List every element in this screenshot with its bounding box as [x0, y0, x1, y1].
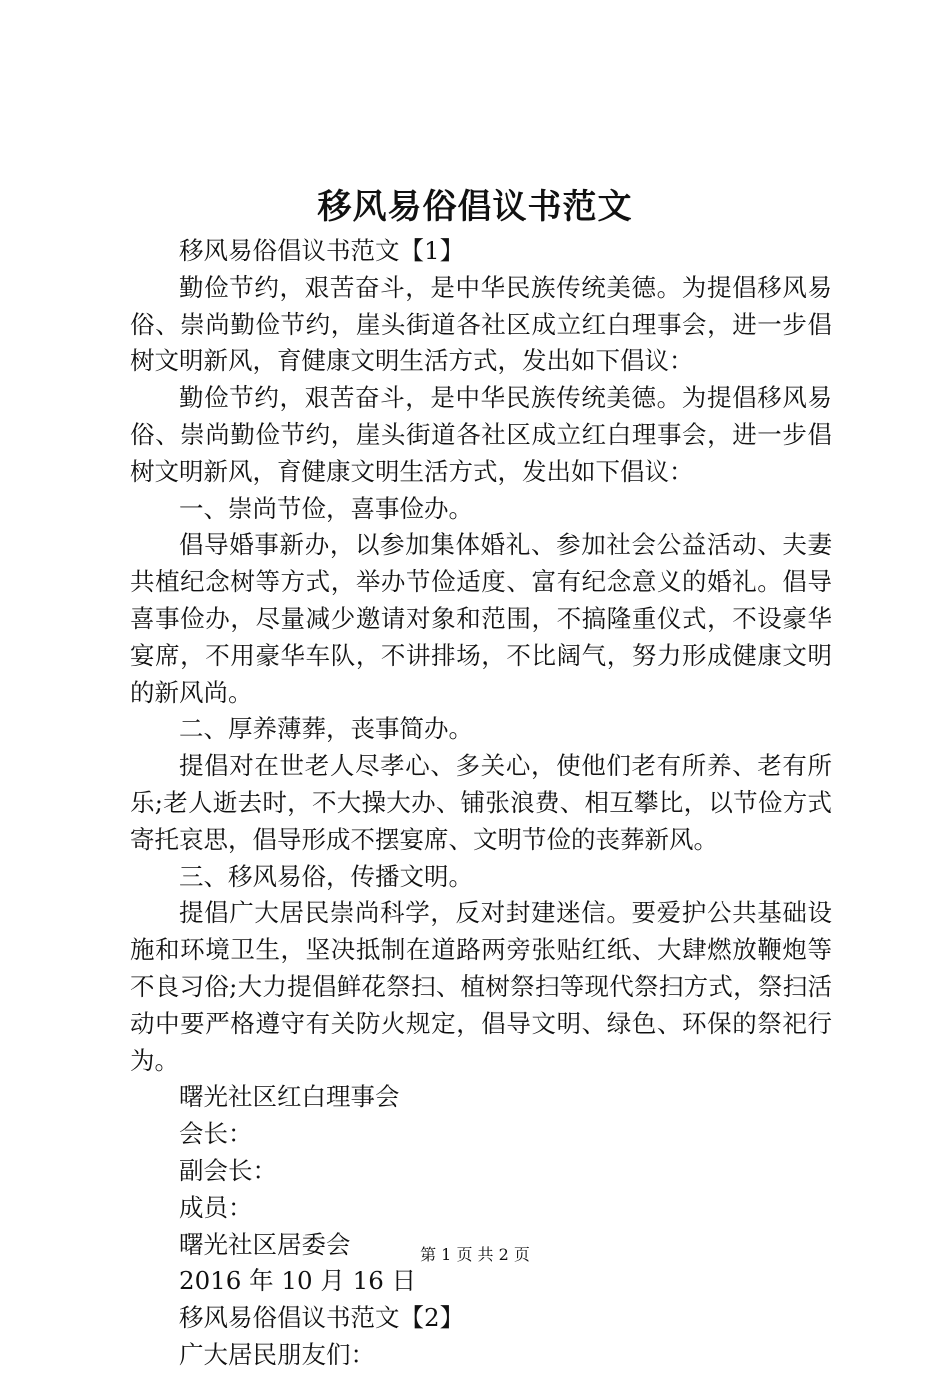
heading-item-3: 三、移风易俗，传播文明。 [179, 861, 473, 891]
paragraph-intro-repeat: 勤俭节约，艰苦奋斗，是中华民族传统美德。为提倡移风易俗、崇尚勤俭节约，崖头街道各社区成立红白理事会，进一步倡树文明新风，育健康文明生活方式，发出如下倡议： [130, 383, 832, 486]
heading-item-1: 一、崇尚节俭，喜事俭办。 [179, 493, 473, 523]
signature-committee: 曙光社区居委会 [179, 1229, 351, 1259]
signature-president: 会长： [179, 1119, 253, 1149]
signature-date: 2016 年 10 月 16 日 [179, 1266, 417, 1296]
section-heading-1: 移风易俗倡议书范文【1】 [179, 236, 465, 265]
paragraph-item-2: 提倡对在世老人尽孝心、多关心，使他们老有所养、老有所乐;老人逝去时，不大操大办、铺张浪费、相互攀比，以节俭方式寄托哀思，倡导形成不摆宴席、文明节俭的丧葬新风。 [130, 751, 832, 854]
paragraph-item-1: 倡导婚事新办，以参加集体婚礼、参加社会公益活动、夫妻共植纪念树等方式，举办节俭适度、富有纪念意义的婚礼。倡导喜事俭办，尽量减少邀请对象和范围，不搞隆重仪式，不设豪华宴席，不用豪华车队，不讲排场，不比阔气，努力形成健康文明的新风尚。 [130, 530, 832, 707]
heading-item-2: 二、厚养薄葬，丧事简办。 [179, 714, 473, 744]
paragraph-item-3: 提倡广大居民崇尚科学，反对封建迷信。要爱护公共基础设施和环境卫生，坚决抵制在道路两旁张贴红纸、大肆燃放鞭炮等不良习俗;大力提倡鲜花祭扫、植树祭扫等现代祭扫方式，祭扫活动中要严格遵守有关防火规定，倡导文明、绿色、环保的祭祀行为。 [130, 898, 832, 1075]
signature-vice-president: 副会长： [179, 1155, 277, 1185]
document-body [130, 233, 832, 1374]
signature-members: 成员： [179, 1192, 253, 1222]
paragraph-intro: 勤俭节约，艰苦奋斗，是中华民族传统美德。为提倡移风易俗、崇尚勤俭节约，崖头街道各社区成立红白理事会，进一步倡树文明新风，育健康文明生活方式，发出如下倡议： [130, 272, 832, 376]
signature-organization: 曙光社区红白理事会 [179, 1082, 400, 1112]
salutation: 广大居民朋友们： [179, 1339, 375, 1369]
document-title: 移风易俗倡议书范文 [317, 187, 633, 227]
page-footer: 第 1 页 共 2 页 [420, 1245, 530, 1264]
section-heading-2: 移风易俗倡议书范文【2】 [179, 1303, 465, 1333]
